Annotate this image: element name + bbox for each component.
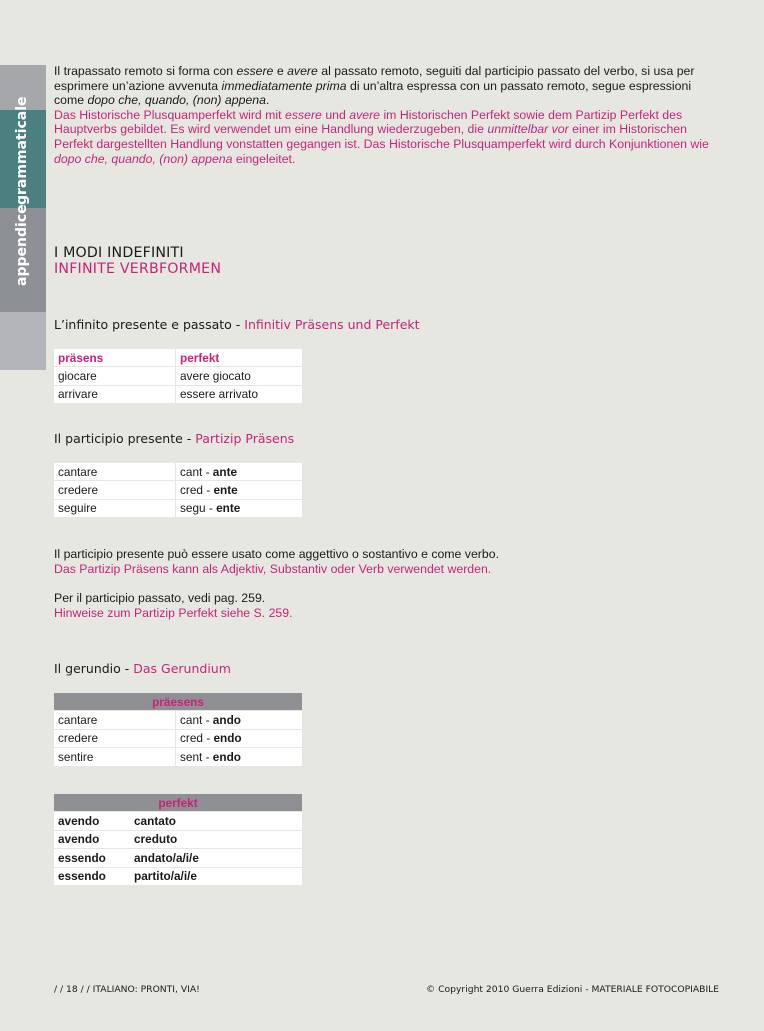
- table-cell: sentire: [54, 748, 176, 766]
- table-cell: sent - endo: [176, 748, 303, 766]
- participio-heading: Il participio presente - Partizip Präsens: [54, 431, 295, 446]
- section-heading: [54, 245, 221, 277]
- table-cell: cantare: [54, 463, 176, 481]
- table-cell: seguire: [54, 499, 176, 517]
- table-cell: cant - ante: [176, 463, 303, 481]
- participio-note: [54, 547, 714, 576]
- sidebar-label-appendice: appendice: [14, 204, 30, 286]
- intro-italian: Il trapassato remoto si forma con essere e avere al passato remoto, seguiti dal participio passato del verbo, si usa per esprimere un’azione avvenuta immediatamente prima di un’altra espressa con un passato remoto, segue espressioni come dopo che, quando, (non) appena.: [54, 64, 695, 108]
- table-row: [54, 499, 302, 517]
- table-cell: essendo: [54, 849, 130, 867]
- table-cell: partito/a/i/e: [130, 867, 302, 885]
- ref-it: Per il participio passato, vedi pag. 259.: [54, 591, 266, 605]
- table-cell: giocare: [54, 367, 176, 385]
- intro-german: Das Historische Plusquamperfekt wird mit essere und avere im Historischen Perfekt sowie dem Partizip Perfekt des Hauptverbs gebildet. Es wird verwendet um eine Handlung wiederzugeben, die unmittelbar vor einer im Historischen Perfekt dargestellten Handlung vonstatten gegangen ist. Das Historische Plusquamperfekt wird durch Konjunktionen wie dopo che, quando, (non) appena eingeleitet.: [54, 107, 709, 166]
- sidebar-tab-bottom: [0, 312, 46, 370]
- infinito-table: [54, 349, 302, 404]
- table-cell: andato/a/i/e: [130, 849, 302, 867]
- table-cell: avendo: [54, 830, 130, 848]
- table-header-row: [54, 794, 302, 812]
- table-cell: credere: [54, 729, 176, 747]
- table-row: [54, 367, 302, 385]
- table-row: [54, 463, 302, 481]
- table-cell: credere: [54, 481, 176, 499]
- footer-copyright: © Copyright 2010 Guerra Edizioni - MATERIALE FOTOCOPIABILE: [426, 984, 720, 995]
- table-cell: arrivare: [54, 385, 176, 403]
- participio-table: [54, 463, 302, 518]
- section-title-it: I MODI INDEFINITI: [54, 245, 184, 261]
- table-cell: avendo: [54, 812, 130, 830]
- table-cell: essere arrivato: [176, 385, 303, 403]
- table-cell: cant - ando: [176, 711, 303, 729]
- table-row: [54, 385, 302, 403]
- table-row: [54, 867, 302, 885]
- section-title-de: INFINITE VERBFORMEN: [54, 261, 222, 277]
- table-cell: avere giocato: [176, 367, 303, 385]
- table-cell: creduto: [130, 830, 302, 848]
- gerundio-present-table: [54, 693, 302, 767]
- participio-ref: [54, 591, 714, 620]
- table-cell: cred - ente: [176, 481, 303, 499]
- table-cell: cantare: [54, 711, 176, 729]
- table-row: [54, 812, 302, 830]
- table-row: [54, 481, 302, 499]
- gerundio-perfect-table: [54, 794, 302, 886]
- table-row: [54, 729, 302, 747]
- table-cell: cred - endo: [176, 729, 303, 747]
- ref-de: Hinweise zum Partizip Perfekt siehe S. 259.: [54, 605, 293, 620]
- footer-page-info: / / 18 / / ITALIANO: PRONTI, VIA!: [54, 984, 200, 995]
- table-header-row: [54, 693, 302, 711]
- gerundio-heading: Il gerundio - Das Gerundium: [54, 661, 231, 676]
- table-header: perfekt: [54, 794, 302, 812]
- table-cell: essendo: [54, 867, 130, 885]
- table-header: präsens: [54, 349, 176, 367]
- table-header: präesens: [54, 693, 302, 711]
- table-row: [54, 711, 302, 729]
- table-row: [54, 748, 302, 766]
- table-row: [54, 849, 302, 867]
- table-row: [54, 830, 302, 848]
- intro-block: [54, 64, 714, 166]
- note-de: Das Partizip Präsens kann als Adjektiv, Substantiv oder Verb verwendet werden.: [54, 561, 492, 576]
- sidebar-label-grammaticale: grammaticale: [14, 96, 30, 205]
- table-cell: segu - ente: [176, 499, 303, 517]
- table-header: perfekt: [176, 349, 303, 367]
- infinito-heading: L’infinito presente e passato - Infinitiv Präsens und Perfekt: [54, 317, 420, 332]
- table-header-row: [54, 349, 302, 367]
- note-it: Il participio presente può essere usato come aggettivo o sostantivo e come verbo.: [54, 547, 499, 561]
- table-cell: cantato: [130, 812, 302, 830]
